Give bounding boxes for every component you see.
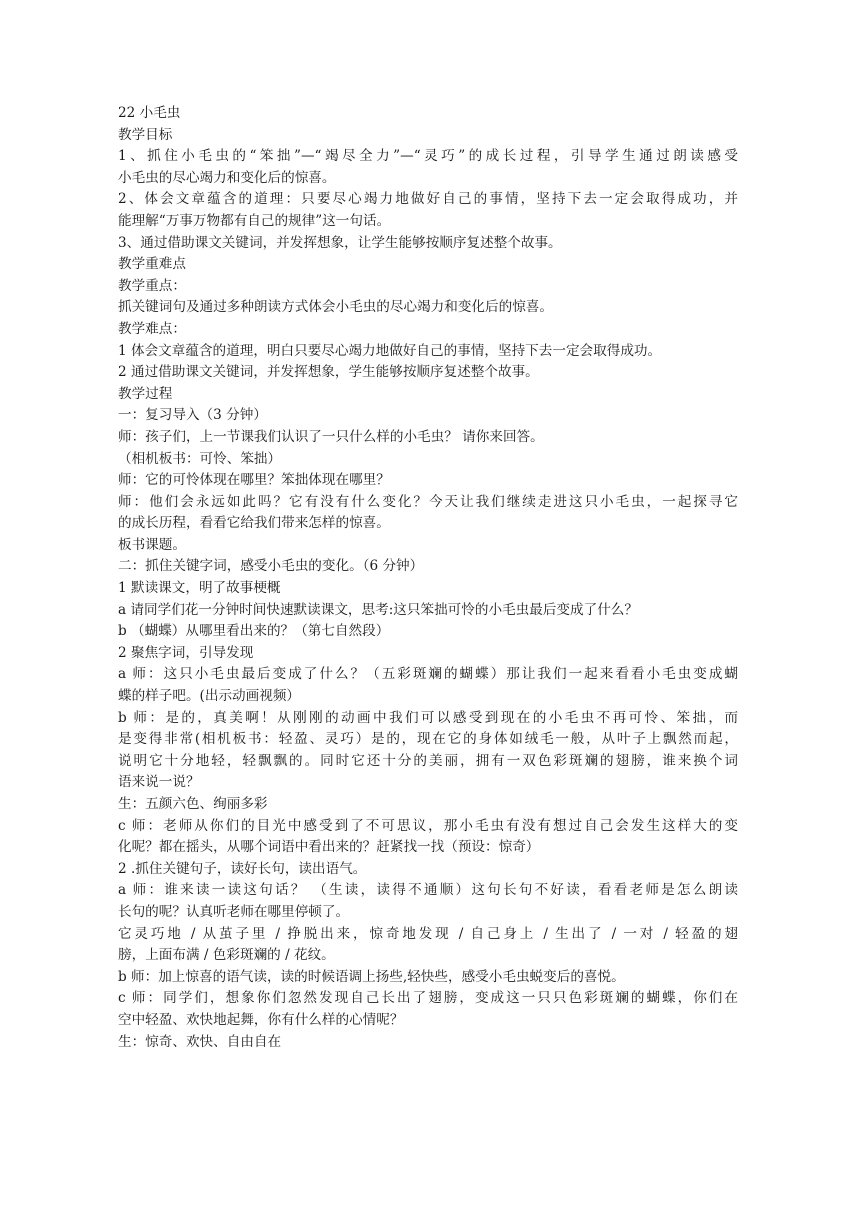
difficulty-2: 2 通过借助课文关键词，并发挥想象，学生能够按顺序复述整个故事。: [118, 364, 539, 381]
paragraph: 师：他们会永远如此吗？它有没有什么变化？今天让我们继续走进这只小毛虫，一起探寻它: [118, 493, 738, 510]
paragraph: 化呢？都在摇头，从哪个词语中看出来的？赶紧找一找（预设：惊奇）: [118, 839, 540, 856]
section-heading-key-points: 教学重难点: [118, 256, 186, 273]
section-heading-process: 教学过程: [118, 385, 173, 402]
paragraph: 长句的呢？认真听老师在哪里停顿了。: [118, 903, 350, 920]
paragraph: 师：它的可怜体现在哪里？笨拙体现在哪里？: [118, 472, 390, 489]
paragraph: 语来说一说？: [118, 774, 200, 791]
paragraph: c 师：同学们，想象你们忽然发现自己长出了翅膀，变成这一只只色彩斑斓的蝴蝶，你们在: [118, 990, 738, 1007]
paragraph: 师：孩子们，上一节课我们认识了一只什么样的小毛虫？ 请你来回答。: [118, 428, 544, 445]
document-body: [118, 103, 738, 1053]
paragraph: b 师：加上惊喜的语气读，读的时候语调上扬些,轻快些，感受小毛虫蜕变后的喜悦。: [118, 968, 625, 985]
goal-1-line-1: 1、抓住小毛虫的“笨拙”—“竭尽全力”—“灵巧”的成长过程，引导学生通过朗读感受: [118, 148, 738, 165]
goal-3: 3、通过借助课文关键词，并发挥想象，让学生能够按顺序复述整个故事。: [118, 234, 562, 251]
paragraph: a 师：这只小毛虫最后变成了什么？（五彩斑斓的蝴蝶）那让我们一起来看看小毛虫变成蝴: [118, 666, 738, 683]
key-point-label: 教学重点：: [118, 277, 186, 294]
paragraph: 它灵巧地 / 从茧子里 / 挣脱出来，惊奇地发现 / 自己身上 / 生出了 / 一对 / 轻盈的翅: [118, 925, 738, 942]
paragraph: 空中轻盈、欢快地起舞，你有什么样的心情呢？: [118, 1011, 404, 1028]
paragraph: 板书课题。: [118, 536, 186, 553]
goal-2-line-1: 2、体会文章蕴含的道理：只要尽心竭力地做好自己的事情，坚持下去一定会取得成功，并: [118, 191, 738, 208]
paragraph: 说明它十分地轻，轻飘飘的。同时它还十分的美丽，拥有一双色彩斑斓的翅膀，谁来换个词: [118, 752, 738, 769]
paragraph: c 师：老师从你们的目光中感受到了不可思议，那小毛虫有没有想过自己会发生这样大的变: [118, 817, 738, 834]
paragraph: 生：惊奇、欢快、自由自在: [118, 1033, 282, 1050]
step-1-heading: 一：复习导入（3 分钟）: [118, 407, 267, 424]
paragraph: b （蝴蝶）从哪里看出来的？（第七自然段）: [118, 623, 390, 640]
goal-1-line-2: 小毛虫的尽心竭力和变化后的惊喜。: [118, 169, 336, 186]
paragraph: 生：五颜六色、绚丽多彩: [118, 796, 268, 812]
key-point-text: 抓关键词句及通过多种朗读方式体会小毛虫的尽心竭力和变化后的惊喜。: [118, 299, 553, 316]
paragraph: 1 默读课文，明了故事梗概: [118, 580, 281, 597]
paragraph: 的成长历程，看看它给我们带来怎样的惊喜。: [118, 515, 390, 532]
paragraph: 是变得非常(相机板书：轻盈、灵巧）是的，现在它的身体如绒毛一般，从叶子上飘然而起，: [118, 731, 738, 748]
paragraph: b 师：是的，真美啊！从刚刚的动画中我们可以感受到现在的小毛虫不再可怜、笨拙，而: [118, 709, 738, 726]
lesson-title: 22 小毛虫: [118, 105, 181, 121]
paragraph: 蝶的样子吧。(出示动画视频）: [118, 688, 301, 705]
difficulty-1: 1 体会文章蕴含的道理，明白只要尽心竭力地做好自己的事情，坚持下去一定会取得成功。: [118, 342, 662, 359]
paragraph: a 师：谁来读一读这句话？ （生读，读得不通顺）这句长句不好读，看看老师是怎么朗读: [118, 882, 738, 899]
paragraph: （相机板书：可怜、笨拙）: [118, 450, 282, 467]
goal-2-line-2: 能理解“万事万物都有自己的规律”这一句话。: [118, 212, 391, 229]
paragraph: a 请同学们花一分钟时间快速默读课文，思考:这只笨拙可怜的小毛虫最后变成了什么？: [118, 601, 638, 618]
paragraph: 2 .抓住关键句子，读好长句，读出语气。: [118, 860, 367, 877]
paragraph: 2 聚焦字词，引导发现: [118, 644, 254, 661]
step-2-heading: 二：抓住关键字词，感受小毛虫的变化。（6 分钟）: [118, 558, 424, 575]
difficulty-label: 教学难点：: [118, 320, 186, 337]
section-heading-goals: 教学目标: [118, 126, 173, 143]
paragraph: 膀，上面布满 / 色彩斑斓的 / 花纹。: [118, 947, 335, 964]
